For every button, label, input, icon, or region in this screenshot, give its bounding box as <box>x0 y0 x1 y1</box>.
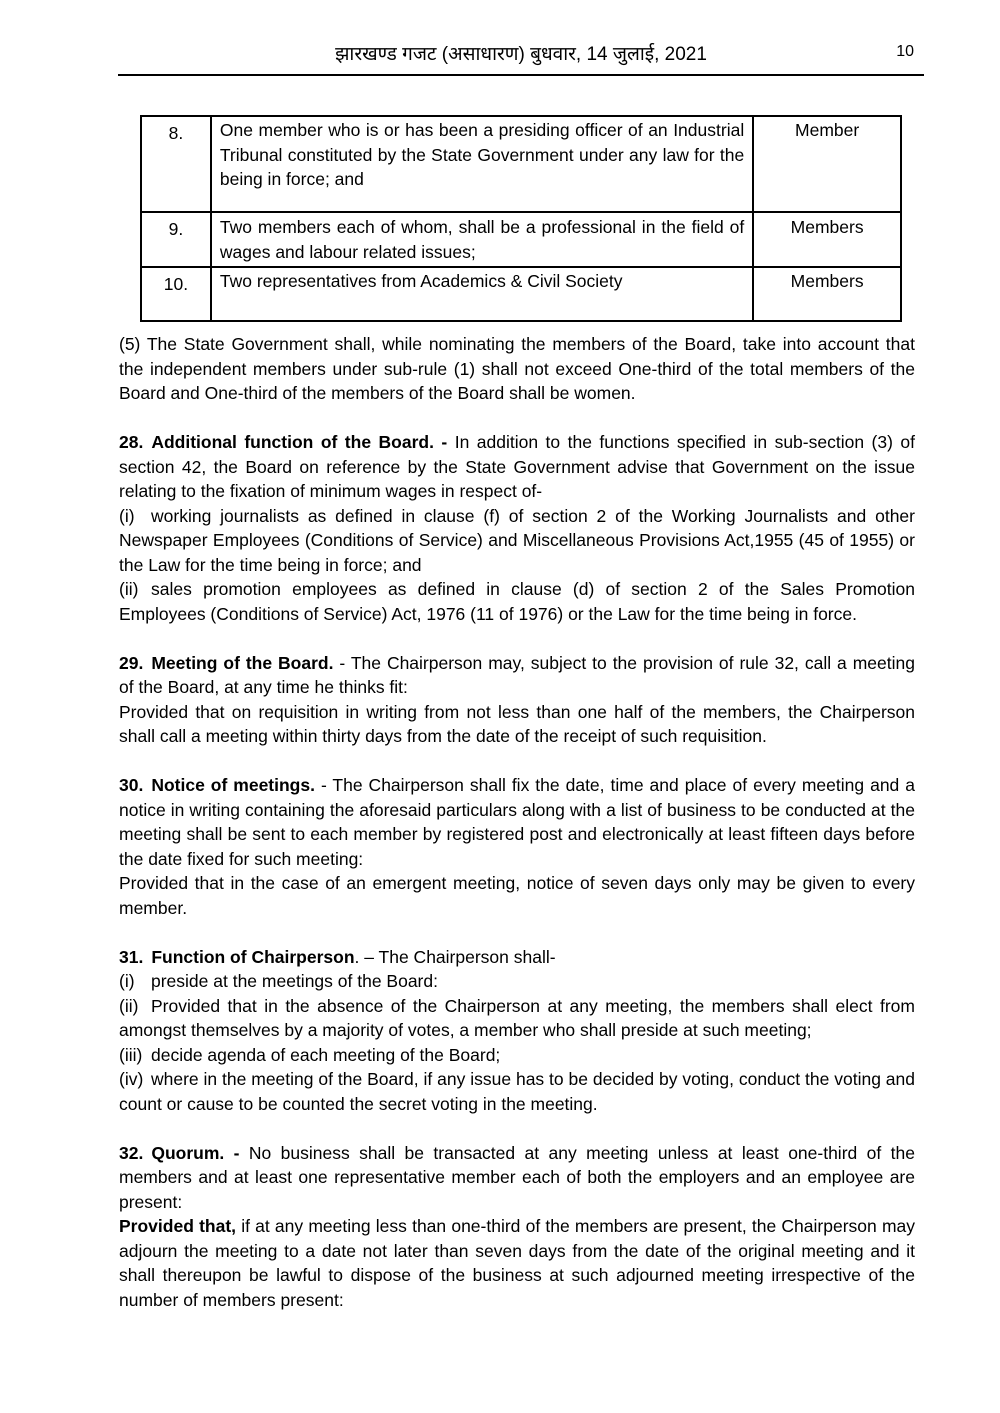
row-number: 10. <box>141 267 211 321</box>
section-title: Function of Chairperson <box>151 946 355 967</box>
list-item <box>119 504 915 578</box>
section-intro: No business shall be transacted at any meeting unless at least one-third of the members and at least one representative member each of both the employers and an employee are present: <box>119 1142 915 1212</box>
proviso-text: if at any meeting less than one-third of the members are present, the Chairperson may adjourn the meeting to a date not later than seven days from the date of the original meeting and it shall thereupon be lawful to dispose of the business at such adjourned meeting irrespective of the number of members present: <box>119 1216 915 1310</box>
item-text: sales promotion employees as defined in clause (d) of section 2 of the Sales Promotion Employees (Conditions of Service) Act, 1976 (11 of 1976) or the Law for the time being in force. <box>119 579 915 624</box>
row-number: 9. <box>141 212 211 267</box>
row-description: Two members each of whom, shall be a professional in the field of wages and labour related issues; <box>211 212 753 267</box>
section-intro: . – The Chairperson shall- <box>354 946 556 967</box>
section-title: Additional function of the Board. - <box>151 432 448 452</box>
section-title: Meeting of the Board. <box>151 652 334 673</box>
table-row <box>141 212 901 267</box>
document-body <box>119 332 915 1312</box>
section-number: 30. <box>119 775 144 795</box>
page-header <box>118 38 924 76</box>
item-text: Provided that in the absence of the Chairperson at any meeting, the members shall elect from amongst themselves by a majority of votes, a member who shall preside at such meeting; <box>119 995 915 1040</box>
section-29 <box>119 651 915 700</box>
list-item <box>119 577 915 626</box>
list-item <box>119 1067 915 1116</box>
row-role: Member <box>753 116 901 212</box>
item-label: (i) <box>119 971 135 991</box>
section-number: 28. <box>119 432 144 452</box>
proviso <box>119 1214 915 1312</box>
list-item <box>119 1043 915 1068</box>
section-32 <box>119 1141 915 1215</box>
sub-rule-5: (5) The State Government shall, while nominating the members of the Board, take into account that the independent members under sub-rule (1) shall not exceed One-third of the total members of the Board and One-third of the members of the Board shall be women. <box>119 334 915 403</box>
item-text: where in the meeting of the Board, if any issue has to be decided by voting, conduct the voting and count or cause to be counted the secret voting in the meeting. <box>119 1069 915 1114</box>
section-30 <box>119 773 915 871</box>
section-title: Quorum. - <box>151 1142 240 1163</box>
item-text: preside at the meetings of the Board: <box>151 971 438 991</box>
item-label: (i) <box>119 505 135 526</box>
section-intro: - The Chairperson may, subject to the provision of rule 32, call a meeting of the Board, at any time he thinks fit: <box>119 652 915 697</box>
section-intro: - The Chairperson shall fix the date, time and place of every meeting and a notice in writing containing the aforesaid particulars along with a list of business to be conducted at the meeting shall be sent to each member by registered post and electronically at least fifteen days before the date fixed for such meeting: <box>119 775 915 869</box>
list-item <box>119 994 915 1043</box>
row-role: Members <box>753 267 901 321</box>
section-28 <box>119 430 915 504</box>
row-number: 8. <box>141 116 211 212</box>
item-label: (ii) <box>119 995 139 1016</box>
section-number: 31. <box>119 946 144 967</box>
proviso-lead: Provided that, <box>119 1216 237 1236</box>
row-role: Members <box>753 212 901 267</box>
section-intro: In addition to the functions specified in sub-section (3) of section 42, the Board on reference by the State Government advise that Government on the issue relating to the fixation of minimum wages in respect of- <box>119 432 915 501</box>
row-description: Two representatives from Academics & Civil Society <box>211 267 753 321</box>
row-description: One member who is or has been a presiding officer of an Industrial Tribunal constituted by the State Government under any law for the being in force; and <box>211 116 753 212</box>
section-number: 29. <box>119 652 144 673</box>
list-item <box>119 969 915 994</box>
section-title: Notice of meetings. <box>151 775 315 795</box>
page-number: 10 <box>896 43 914 60</box>
board-members-table <box>140 115 902 322</box>
section-number: 32. <box>119 1142 144 1163</box>
table-row <box>141 267 901 321</box>
item-text: working journalists as defined in clause (f) of section 2 of the Working Journalists and other Newspaper Employees (Conditions of Service) and Miscellaneous Provisions Act,1955 (45 of 1955) or the Law for the time being in force; and <box>119 505 915 575</box>
proviso: Provided that on requisition in writing from not less than one half of the members, the Chairperson shall call a meeting within thirty days from the date of the receipt of such requisition. <box>119 701 915 746</box>
item-label: (ii) <box>119 579 139 599</box>
item-text: decide agenda of each meeting of the Board; <box>151 1044 501 1065</box>
item-label: (iv) <box>119 1069 144 1089</box>
gazette-title: झारखण्ड गजट (असाधारण) बुधवार, 14 जुलाई, 2021 <box>335 44 707 65</box>
item-label: (iii) <box>119 1044 143 1065</box>
proviso: Provided that in the case of an emergent meeting, notice of seven days only may be given to every member. <box>119 873 915 918</box>
table-row <box>141 116 901 212</box>
section-31 <box>119 945 915 970</box>
